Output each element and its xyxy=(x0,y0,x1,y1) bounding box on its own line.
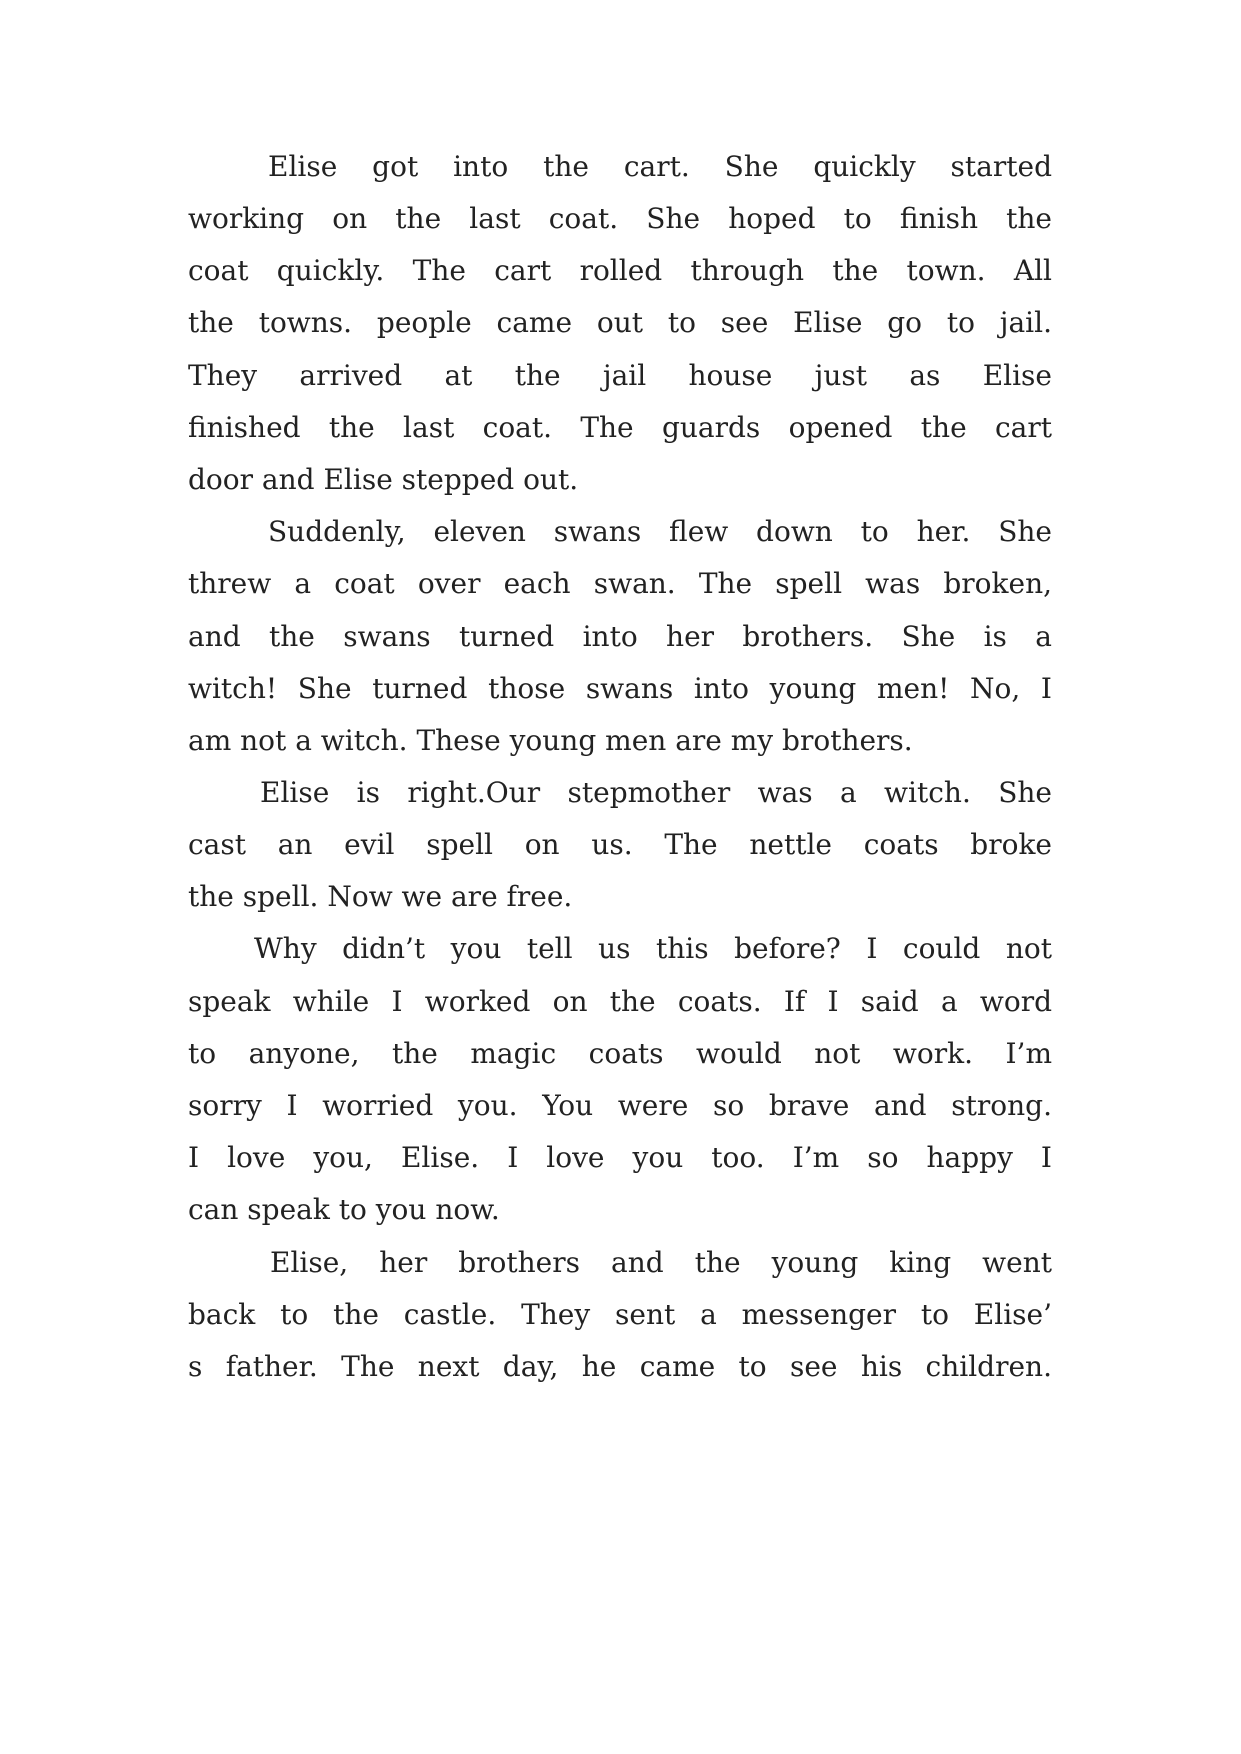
paragraph-1-line-2: working on the last coat. She hoped to finish the xyxy=(188,202,1052,235)
paragraph-2-line-4: witch! She turned those swans into young men! No, I xyxy=(188,672,1052,705)
paragraph-1-line-6: finished the last coat. The guards opened the cart xyxy=(188,411,1052,444)
paragraph-3-line-2: cast an evil spell on us. The nettle coats broke xyxy=(188,828,1052,861)
paragraph-1-line-1: Elise got into the cart. She quickly started xyxy=(268,150,1052,183)
paragraph-4-line-3: to anyone, the magic coats would not work. I’m xyxy=(188,1037,1052,1070)
paragraph-2-line-1: Suddenly, eleven swans flew down to her. She xyxy=(268,515,1052,548)
paragraph-1-line-3: coat quickly. The cart rolled through the town. All xyxy=(188,254,1052,287)
paragraph-1-line-4: the towns. people came out to see Elise go to jail. xyxy=(188,306,1052,339)
paragraph-4-line-4: sorry I worried you. You were so brave and strong. xyxy=(188,1089,1052,1122)
paragraph-1-line-5: They arrived at the jail house just as Elise xyxy=(188,359,1052,392)
paragraph-4-line-6: can speak to you now. xyxy=(188,1193,500,1226)
paragraph-4-line-5: I love you, Elise. I love you too. I’m so happy I xyxy=(188,1141,1052,1174)
paragraph-3-line-1: Elise is right.Our stepmother was a witch. She xyxy=(260,776,1052,809)
paragraph-2-line-2: threw a coat over each swan. The spell was broken, xyxy=(188,567,1052,600)
paragraph-4-line-2: speak while I worked on the coats. If I said a word xyxy=(188,985,1052,1018)
paragraph-5-line-2: back to the castle. They sent a messenger to Elise’ xyxy=(188,1298,1052,1331)
paragraph-2-line-3: and the swans turned into her brothers. She is a xyxy=(188,620,1052,653)
paragraph-5-line-3: s father. The next day, he came to see his children. xyxy=(188,1350,1052,1383)
paragraph-5-line-1: Elise, her brothers and the young king went xyxy=(270,1246,1052,1279)
paragraph-2-line-5: am not a witch. These young men are my brothers. xyxy=(188,724,913,757)
paragraph-4-line-1: Why didn’t you tell us this before? I could not xyxy=(254,932,1052,965)
paragraph-1-line-7: door and Elise stepped out. xyxy=(188,463,579,496)
paragraph-3-line-3: the spell. Now we are free. xyxy=(188,880,573,913)
